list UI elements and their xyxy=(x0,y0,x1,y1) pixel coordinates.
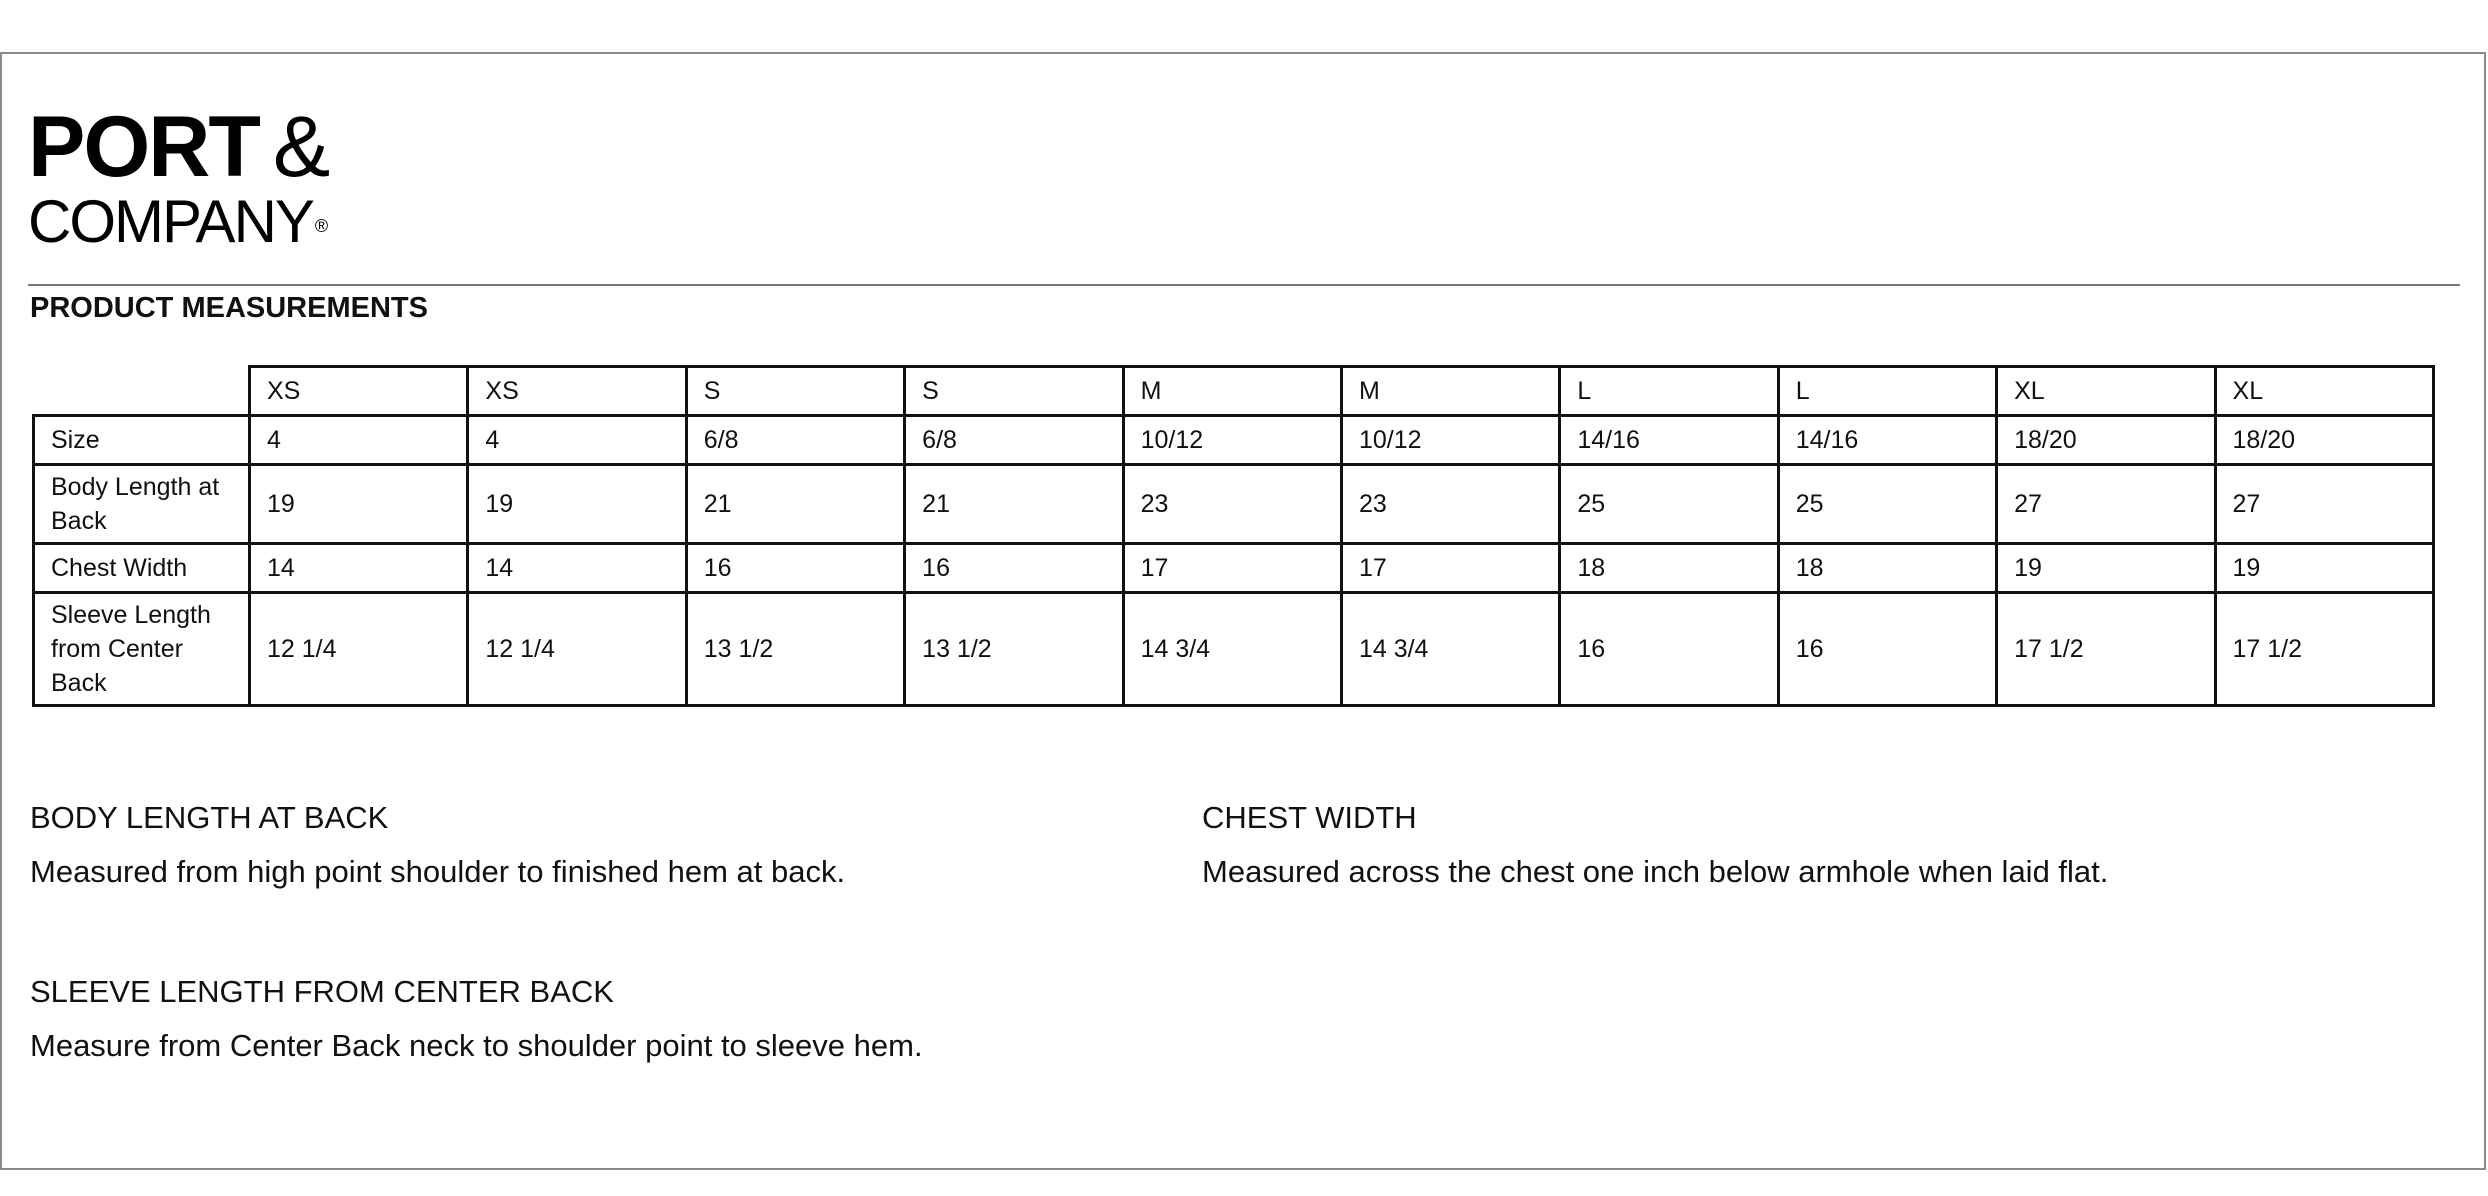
table-cell: 12 1/4 xyxy=(468,593,686,706)
table-cell: 16 xyxy=(1778,593,1996,706)
logo-line-2 xyxy=(28,188,328,255)
table-header-row xyxy=(34,367,2434,416)
brand-logo xyxy=(28,99,329,255)
table-cell: 10/12 xyxy=(1341,416,1559,465)
table-cell: 13 1/2 xyxy=(905,593,1123,706)
table-cell: 16 xyxy=(686,544,904,593)
row-label: Size xyxy=(34,416,250,465)
table-cell: 16 xyxy=(905,544,1123,593)
table-row xyxy=(34,593,2434,706)
column-header: XL xyxy=(2215,367,2433,416)
row-label: Body Length at Back xyxy=(34,465,250,544)
table-cell: 25 xyxy=(1560,465,1778,544)
sleeve-length-heading: SLEEVE LENGTH FROM CENTER BACK xyxy=(30,974,614,1009)
table-cell: 14/16 xyxy=(1778,416,1996,465)
logo-word-company: COMPANY xyxy=(28,188,313,255)
table-cell: 23 xyxy=(1341,465,1559,544)
header-divider xyxy=(28,284,2460,286)
table-cell: 18 xyxy=(1560,544,1778,593)
column-header: M xyxy=(1123,367,1341,416)
logo-ampersand: & xyxy=(272,99,329,195)
table-cell: 6/8 xyxy=(686,416,904,465)
table-cell: 6/8 xyxy=(905,416,1123,465)
chest-width-description: Measured across the chest one inch below armhole when laid flat. xyxy=(1202,854,2109,889)
table-cell: 13 1/2 xyxy=(686,593,904,706)
table-cell: 18/20 xyxy=(2215,416,2433,465)
table-cell: 27 xyxy=(2215,465,2433,544)
table-cell: 21 xyxy=(686,465,904,544)
column-header: XL xyxy=(1997,367,2215,416)
column-header: S xyxy=(686,367,904,416)
column-header: XS xyxy=(250,367,468,416)
column-header: L xyxy=(1778,367,1996,416)
table-cell: 25 xyxy=(1778,465,1996,544)
table-cell: 18/20 xyxy=(1997,416,2215,465)
column-header: L xyxy=(1560,367,1778,416)
section-title: PRODUCT MEASUREMENTS xyxy=(30,292,428,324)
table-corner-cell xyxy=(34,367,250,416)
measurements-table xyxy=(32,365,2435,707)
registered-mark: ® xyxy=(314,216,327,237)
column-header: M xyxy=(1341,367,1559,416)
table-cell: 19 xyxy=(250,465,468,544)
body-length-description: Measured from high point shoulder to finished hem at back. xyxy=(30,854,846,889)
table-cell: 27 xyxy=(1997,465,2215,544)
table-cell: 14/16 xyxy=(1560,416,1778,465)
table-cell: 14 3/4 xyxy=(1123,593,1341,706)
logo-line-1 xyxy=(28,99,329,195)
table-cell: 14 xyxy=(250,544,468,593)
table-cell: 18 xyxy=(1778,544,1996,593)
table-cell: 4 xyxy=(250,416,468,465)
table-cell: 21 xyxy=(905,465,1123,544)
table-cell: 14 3/4 xyxy=(1341,593,1559,706)
table-cell: 23 xyxy=(1123,465,1341,544)
table-cell: 17 xyxy=(1341,544,1559,593)
table-cell: 17 1/2 xyxy=(1997,593,2215,706)
table-cell: 10/12 xyxy=(1123,416,1341,465)
table-row xyxy=(34,544,2434,593)
table-cell: 17 xyxy=(1123,544,1341,593)
table-cell: 14 xyxy=(468,544,686,593)
row-label: Chest Width xyxy=(34,544,250,593)
table-row xyxy=(34,416,2434,465)
table-cell: 17 1/2 xyxy=(2215,593,2433,706)
table-cell: 16 xyxy=(1560,593,1778,706)
sleeve-length-description: Measure from Center Back neck to shoulder point to sleeve hem. xyxy=(30,1028,923,1063)
body-length-heading: BODY LENGTH AT BACK xyxy=(30,800,389,835)
column-header: S xyxy=(905,367,1123,416)
table-cell: 12 1/4 xyxy=(250,593,468,706)
table-row xyxy=(34,465,2434,544)
table-cell: 19 xyxy=(1997,544,2215,593)
table-cell: 19 xyxy=(468,465,686,544)
chest-width-heading: CHEST WIDTH xyxy=(1202,800,1417,835)
table-cell: 19 xyxy=(2215,544,2433,593)
column-header: XS xyxy=(468,367,686,416)
logo-word-port: PORT xyxy=(28,99,259,195)
row-label: Sleeve Length from Center Back xyxy=(34,593,250,706)
table-cell: 4 xyxy=(468,416,686,465)
